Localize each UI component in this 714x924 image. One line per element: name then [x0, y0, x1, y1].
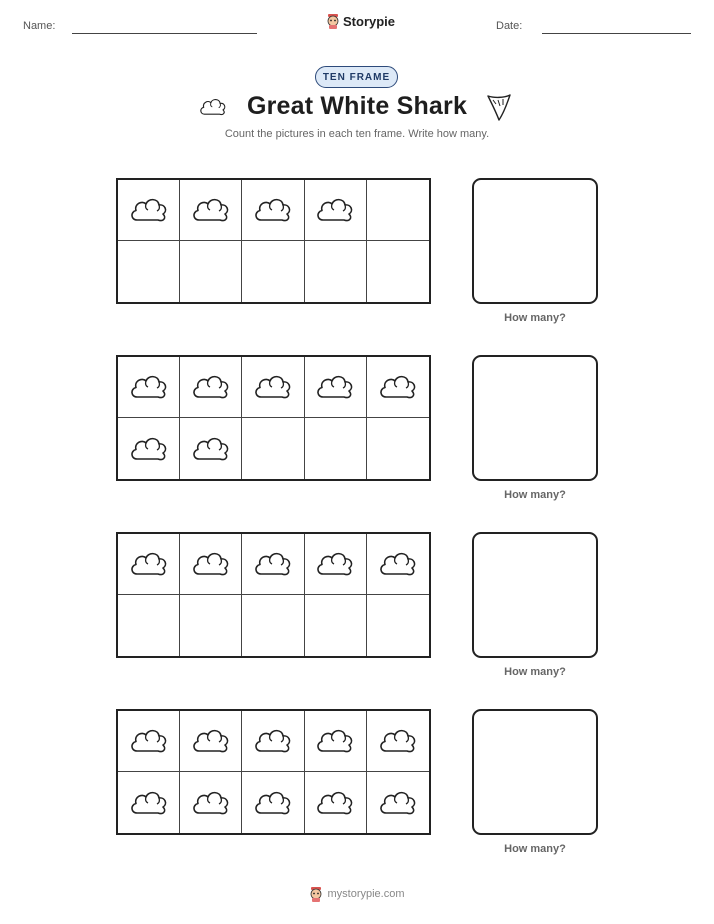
ten-frame-cell — [305, 241, 367, 302]
cloud-icon — [190, 549, 232, 579]
ten-frame-cell — [367, 418, 429, 479]
ten-frame-cell — [305, 772, 367, 833]
ten-frame-3 — [116, 532, 431, 658]
ten-frame-cell — [367, 241, 429, 302]
ten-frame-cell — [305, 711, 367, 772]
ten-frame-cell — [242, 595, 304, 656]
cloud-icon — [190, 372, 232, 402]
how-many-label: How many? — [504, 489, 566, 501]
cloud-icon — [377, 726, 419, 756]
footer — [0, 886, 714, 902]
ten-frame-cell — [242, 180, 304, 241]
ten-frame-2 — [116, 355, 431, 481]
ten-frame-cell — [242, 534, 304, 595]
ten-frame-cell — [180, 711, 242, 772]
ten-frame-cell — [367, 595, 429, 656]
cloud-icon — [128, 726, 170, 756]
cloud-icon — [190, 788, 232, 818]
ten-frame-cell — [367, 772, 429, 833]
answer-box-2[interactable] — [472, 355, 598, 481]
date-line[interactable] — [542, 33, 691, 34]
cloud-icon — [314, 726, 356, 756]
ten-frame-cell — [180, 357, 242, 418]
cloud-icon — [252, 372, 294, 402]
ten-frame-cell — [118, 357, 180, 418]
cloud-icon — [314, 372, 356, 402]
cloud-icon — [128, 372, 170, 402]
cloud-icon — [377, 788, 419, 818]
cloud-icon — [314, 788, 356, 818]
footer-site: mystorypie.com — [327, 888, 405, 900]
brand-logo — [326, 13, 395, 29]
ten-frame-cell — [305, 180, 367, 241]
ten-frame-cell — [242, 772, 304, 833]
ten-frame-cell — [242, 711, 304, 772]
worksheet-type-badge: TEN FRAME — [315, 66, 398, 88]
cloud-icon — [190, 726, 232, 756]
ten-frame-cell — [242, 241, 304, 302]
cloud-icon — [128, 788, 170, 818]
cloud-icon — [314, 195, 356, 225]
ten-frame-cell — [367, 534, 429, 595]
ten-frame-4 — [116, 709, 431, 835]
ten-frame-cell — [180, 595, 242, 656]
ten-frame-cell — [118, 595, 180, 656]
ten-frame-cell — [367, 711, 429, 772]
date-label: Date: — [496, 20, 523, 32]
answer-box-1[interactable] — [472, 178, 598, 304]
ten-frame-cell — [242, 357, 304, 418]
cloud-icon — [190, 434, 232, 464]
cloud-icon — [377, 549, 419, 579]
ten-frame-cell — [305, 595, 367, 656]
ten-frame-cell — [118, 534, 180, 595]
cloud-icon — [128, 195, 170, 225]
ten-frame-cell — [118, 772, 180, 833]
ten-frame-cell — [118, 418, 180, 479]
name-line[interactable] — [72, 33, 257, 34]
storypie-mascot-icon — [309, 886, 323, 902]
answer-box-3[interactable] — [472, 532, 598, 658]
cloud-icon — [252, 195, 294, 225]
how-many-label: How many? — [504, 843, 566, 855]
ten-frame-cell — [118, 711, 180, 772]
ten-frame-cell — [118, 180, 180, 241]
ten-frame-cell — [367, 180, 429, 241]
ten-frame-cell — [180, 534, 242, 595]
instructions: Count the pictures in each ten frame. Write how many. — [224, 128, 490, 140]
ten-frame-1 — [116, 178, 431, 304]
answer-box-4[interactable] — [472, 709, 598, 835]
worksheet-title: Great White Shark — [246, 92, 468, 120]
ten-frame-cell — [305, 534, 367, 595]
ten-frame-cell — [180, 772, 242, 833]
cloud-icon — [377, 372, 419, 402]
cloud-icon — [128, 549, 170, 579]
name-label: Name: — [23, 20, 56, 32]
how-many-label: How many? — [504, 312, 566, 324]
ten-frame-cell — [242, 418, 304, 479]
cloud-icon — [314, 549, 356, 579]
ten-frame-cell — [305, 357, 367, 418]
cloud-icon — [252, 726, 294, 756]
cloud-icon — [252, 788, 294, 818]
ten-frame-cell — [180, 180, 242, 241]
storypie-mascot-icon — [326, 13, 340, 29]
ten-frame-cell — [305, 418, 367, 479]
cloud-icon — [128, 434, 170, 464]
how-many-label: How many? — [504, 666, 566, 678]
shark-tooth-icon — [486, 92, 512, 122]
cloud-icon — [252, 549, 294, 579]
ten-frame-cell — [180, 241, 242, 302]
ten-frame-cell — [367, 357, 429, 418]
ten-frame-cell — [118, 241, 180, 302]
ten-frame-cell — [180, 418, 242, 479]
cloud-icon — [190, 195, 232, 225]
brand-name: Storypie — [343, 13, 396, 29]
